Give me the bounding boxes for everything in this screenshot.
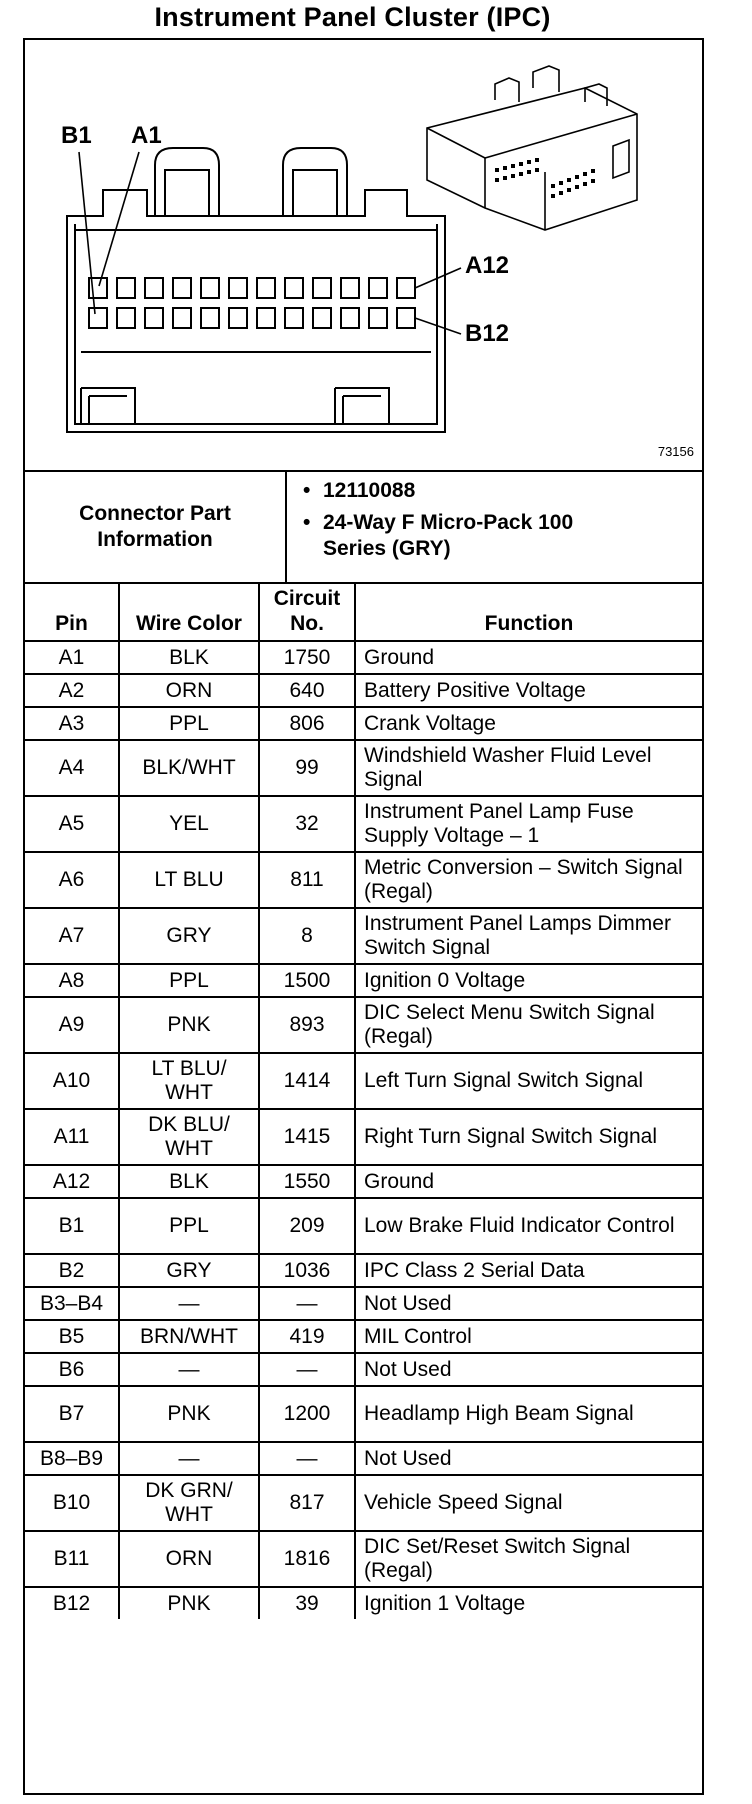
table-row <box>25 1475 702 1531</box>
wire-color-cell: PNK <box>119 997 259 1053</box>
pin-cell: A9 <box>25 997 119 1053</box>
table-row <box>25 641 702 674</box>
function-cell: Ground <box>355 641 702 674</box>
circuit-cell: 1414 <box>259 1053 355 1109</box>
table-row <box>25 1531 702 1587</box>
connector-description: 24-Way F Micro-Pack 100 Series (GRY) <box>323 511 574 560</box>
wire-color-cell: LT BLU/ WHT <box>119 1053 259 1109</box>
wire-color-cell: LT BLU <box>119 852 259 908</box>
connector-part-info <box>25 472 702 584</box>
circuit-cell: 32 <box>259 796 355 852</box>
wire-color-cell: — <box>119 1287 259 1320</box>
table-row <box>25 707 702 740</box>
pin-cell: B7 <box>25 1386 119 1442</box>
function-cell: Not Used <box>355 1353 702 1386</box>
circuit-cell: 209 <box>259 1198 355 1254</box>
pin-cell: A1 <box>25 641 119 674</box>
pin-cell: B5 <box>25 1320 119 1353</box>
table-row <box>25 1165 702 1198</box>
table-row <box>25 1353 702 1386</box>
wire-color-cell: PPL <box>119 1198 259 1254</box>
function-cell: Instrument Panel Lamps Dimmer Switch Signal <box>355 908 702 964</box>
wire-color-cell: ORN <box>119 674 259 707</box>
pinout-table <box>25 582 702 1619</box>
table-header-row <box>25 583 702 641</box>
wire-color-cell: BLK <box>119 641 259 674</box>
function-cell: Left Turn Signal Switch Signal <box>355 1053 702 1109</box>
connector-info-label: Connector Part Information <box>25 472 287 582</box>
wire-color-cell: DK GRN/ WHT <box>119 1475 259 1531</box>
circuit-cell: 1750 <box>259 641 355 674</box>
info-item-description <box>301 510 613 562</box>
pin-cell: B11 <box>25 1531 119 1587</box>
circuit-cell: 893 <box>259 997 355 1053</box>
pin-cell: A11 <box>25 1109 119 1165</box>
pin-cell: A12 <box>25 1165 119 1198</box>
table-row <box>25 908 702 964</box>
circuit-cell: 39 <box>259 1587 355 1619</box>
circuit-cell: — <box>259 1353 355 1386</box>
wire-color-cell: BRN/WHT <box>119 1320 259 1353</box>
wire-color-cell: DK BLU/ WHT <box>119 1109 259 1165</box>
pin-cell: B1 <box>25 1198 119 1254</box>
wire-color-cell: GRY <box>119 1254 259 1287</box>
table-row <box>25 964 702 997</box>
circuit-cell: 806 <box>259 707 355 740</box>
table-row <box>25 1109 702 1165</box>
table-row <box>25 796 702 852</box>
function-cell: Vehicle Speed Signal <box>355 1475 702 1531</box>
label-a1: A1 <box>131 122 162 149</box>
table-row <box>25 1053 702 1109</box>
circuit-cell: 640 <box>259 674 355 707</box>
table-row <box>25 740 702 796</box>
wire-color-cell: GRY <box>119 908 259 964</box>
wire-color-cell: — <box>119 1353 259 1386</box>
function-cell: Headlamp High Beam Signal <box>355 1386 702 1442</box>
function-cell: Not Used <box>355 1287 702 1320</box>
circuit-cell: 1500 <box>259 964 355 997</box>
pin-cell: B8–B9 <box>25 1442 119 1475</box>
pin-cell: A4 <box>25 740 119 796</box>
pin-cell: B2 <box>25 1254 119 1287</box>
circuit-cell: 1200 <box>259 1386 355 1442</box>
circuit-cell: 419 <box>259 1320 355 1353</box>
circuit-cell: 1816 <box>259 1531 355 1587</box>
wire-color-cell: ORN <box>119 1531 259 1587</box>
page-title: Instrument Panel Cluster (IPC) <box>154 2 551 32</box>
header-circuit-no: Circuit No. <box>259 583 355 641</box>
function-cell: DIC Select Menu Switch Signal (Regal) <box>355 997 702 1053</box>
function-cell: Ignition 0 Voltage <box>355 964 702 997</box>
label-b1: B1 <box>61 122 92 149</box>
function-cell: Ground <box>355 1165 702 1198</box>
circuit-cell: 1036 <box>259 1254 355 1287</box>
circuit-cell: 817 <box>259 1475 355 1531</box>
wire-color-cell: PNK <box>119 1386 259 1442</box>
function-cell: Right Turn Signal Switch Signal <box>355 1109 702 1165</box>
function-cell: Not Used <box>355 1442 702 1475</box>
label-b12: B12 <box>465 320 510 347</box>
pin-cell: B10 <box>25 1475 119 1531</box>
function-cell: Crank Voltage <box>355 707 702 740</box>
wire-color-cell: — <box>119 1442 259 1475</box>
wire-color-cell: BLK <box>119 1165 259 1198</box>
function-cell: MIL Control <box>355 1320 702 1353</box>
wire-color-cell: PNK <box>119 1587 259 1619</box>
wire-color-cell: YEL <box>119 796 259 852</box>
table-row <box>25 1442 702 1475</box>
table-row <box>25 1198 702 1254</box>
function-cell: Battery Positive Voltage <box>355 674 702 707</box>
label-a12: A12 <box>465 252 510 279</box>
figure-number: 73156 <box>657 444 694 459</box>
table-row <box>25 674 702 707</box>
pin-cell: A10 <box>25 1053 119 1109</box>
pin-cell: A6 <box>25 852 119 908</box>
circuit-cell: 1550 <box>259 1165 355 1198</box>
function-cell: IPC Class 2 Serial Data <box>355 1254 702 1287</box>
header-wire-color: Wire Color <box>119 583 259 641</box>
bullet-icon: • <box>303 511 311 534</box>
pin-cell: A2 <box>25 674 119 707</box>
header-pin: Pin <box>25 583 119 641</box>
function-cell: Instrument Panel Lamp Fuse Supply Voltage – 1 <box>355 796 702 852</box>
circuit-cell: — <box>259 1442 355 1475</box>
part-number: 12110088 <box>323 479 416 502</box>
connector-info-list <box>301 478 613 562</box>
circuit-cell: — <box>259 1287 355 1320</box>
pin-cell: B6 <box>25 1353 119 1386</box>
document-frame <box>23 38 704 1795</box>
pin-cell: B3–B4 <box>25 1287 119 1320</box>
table-row <box>25 1587 702 1619</box>
table-row <box>25 1320 702 1353</box>
connector-drawing <box>25 40 702 470</box>
pin-cell: A3 <box>25 707 119 740</box>
circuit-cell: 99 <box>259 740 355 796</box>
wire-color-cell: BLK/WHT <box>119 740 259 796</box>
info-item-part-number <box>301 478 613 504</box>
circuit-cell: 8 <box>259 908 355 964</box>
table-row <box>25 1254 702 1287</box>
table-row <box>25 997 702 1053</box>
function-cell: Metric Conversion – Switch Signal (Regal) <box>355 852 702 908</box>
table-row <box>25 852 702 908</box>
function-cell: Windshield Washer Fluid Level Signal <box>355 740 702 796</box>
table-row <box>25 1287 702 1320</box>
pin-cell: A5 <box>25 796 119 852</box>
pin-cell: A7 <box>25 908 119 964</box>
pin-cell: B12 <box>25 1587 119 1619</box>
connector-diagram <box>25 40 702 472</box>
pin-cell: A8 <box>25 964 119 997</box>
wire-color-cell: PPL <box>119 707 259 740</box>
bullet-icon: • <box>303 479 311 502</box>
function-cell: DIC Set/Reset Switch Signal (Regal) <box>355 1531 702 1587</box>
circuit-cell: 1415 <box>259 1109 355 1165</box>
header-function: Function <box>355 583 702 641</box>
function-cell: Low Brake Fluid Indicator Control <box>355 1198 702 1254</box>
function-cell: Ignition 1 Voltage <box>355 1587 702 1619</box>
table-row <box>25 1386 702 1442</box>
wire-color-cell: PPL <box>119 964 259 997</box>
circuit-cell: 811 <box>259 852 355 908</box>
